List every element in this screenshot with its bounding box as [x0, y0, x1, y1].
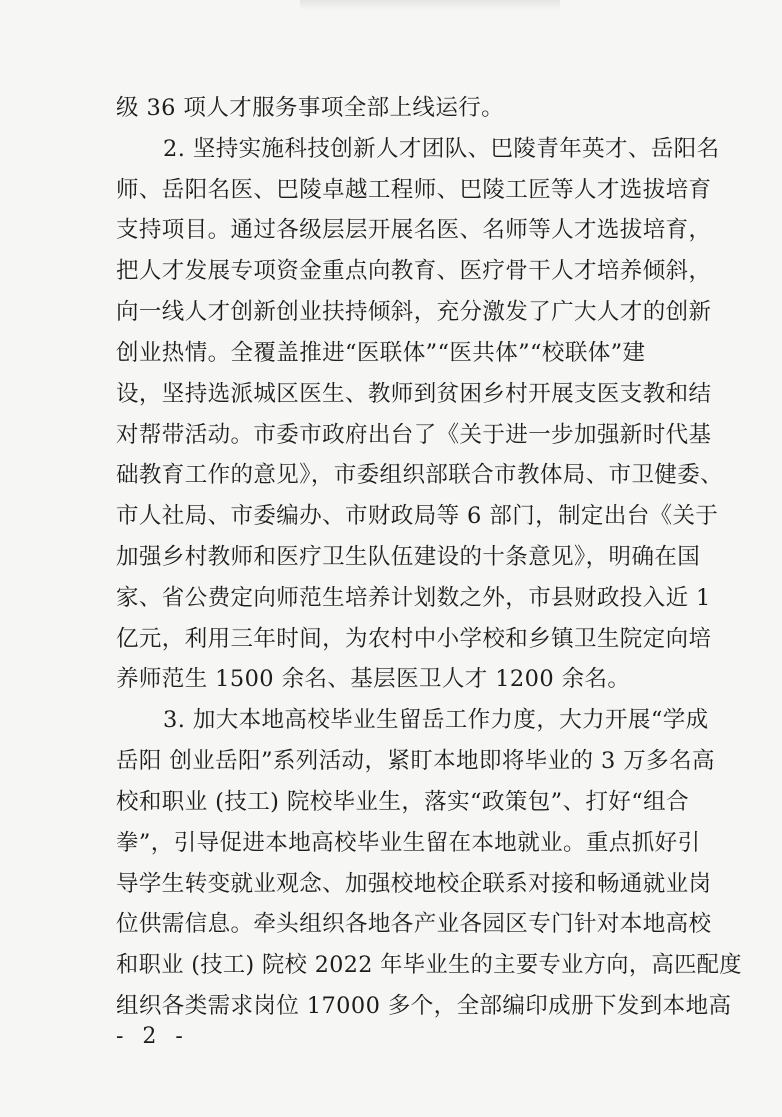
text-line: 养师范生 1500 余名、基层医卫人才 1200 余名。: [116, 666, 631, 692]
text-line: 创业热情。全覆盖推进“医联体”“医共体”“校联体”建: [116, 340, 646, 366]
text-line: 师、岳阳名医、巴陵卓越工程师、巴陵工匠等人才选拔培育: [116, 177, 712, 203]
text-line: 组织各类需求岗位 17000 多个，全部编印成册下发到本地高: [116, 993, 732, 1019]
text-line: 设，坚持选派城区医生、教师到贫困乡村开展支医支教和结: [116, 381, 712, 407]
text-line: 拳”，引导促进本地高校毕业生留在本地就业。重点抓好引: [116, 830, 701, 856]
text-line: 加强乡村教师和医疗卫生队伍建设的十条意见》，明确在国: [116, 544, 701, 570]
text-line: 家、省公费定向师范生培养计划数之外，市县财政投入近 1: [116, 585, 711, 611]
text-line: 向一线人才创新创业扶持倾斜，充分激发了广大人才的创新: [116, 299, 712, 325]
text-line: 位供需信息。牵头组织各地各产业各园区专门针对本地高校: [116, 911, 712, 937]
page-number: - 2 -: [116, 1024, 189, 1049]
text-line: 2. 坚持实施科技创新人才团队、巴陵青年英才、岳阳名: [163, 136, 720, 162]
scan-artifact: [300, 0, 560, 10]
text-line: 础教育工作的意见》，市委组织部联合市教体局、市卫健委、: [116, 462, 724, 488]
text-line: 和职业 (技工) 院校 2022 年毕业生的主要专业方向，高匹配度: [116, 952, 742, 978]
text-line: 级 36 项人才服务事项全部上线运行。: [116, 95, 505, 121]
text-line: 对帮带活动。市委市政府出台了《关于进一步加强新时代基: [116, 422, 712, 448]
text-line: 导学生转变就业观念、加强校地校企联系对接和畅通就业岗: [116, 871, 712, 897]
text-line: 支持项目。通过各级层层开展名医、名师等人才选拔培育，: [116, 217, 712, 243]
text-line: 亿元，利用三年时间，为农村中小学校和乡镇卫生院定向培: [116, 626, 712, 652]
text-line: 校和职业 (技工) 院校毕业生，落实“政策包”、打好“组合: [116, 789, 689, 815]
text-line: 市人社局、市委编办、市财政局等 6 部门，制定出台《关于: [116, 503, 719, 529]
text-line: 3. 加大本地高校毕业生留岳工作力度，大力开展“学成: [163, 707, 709, 733]
text-line: 岳阳 创业岳阳”系列活动，紧盯本地即将毕业的 3 万多名高: [116, 748, 715, 774]
text-line: 把人才发展专项资金重点向教育、医疗骨干人才培养倾斜，: [116, 258, 712, 284]
